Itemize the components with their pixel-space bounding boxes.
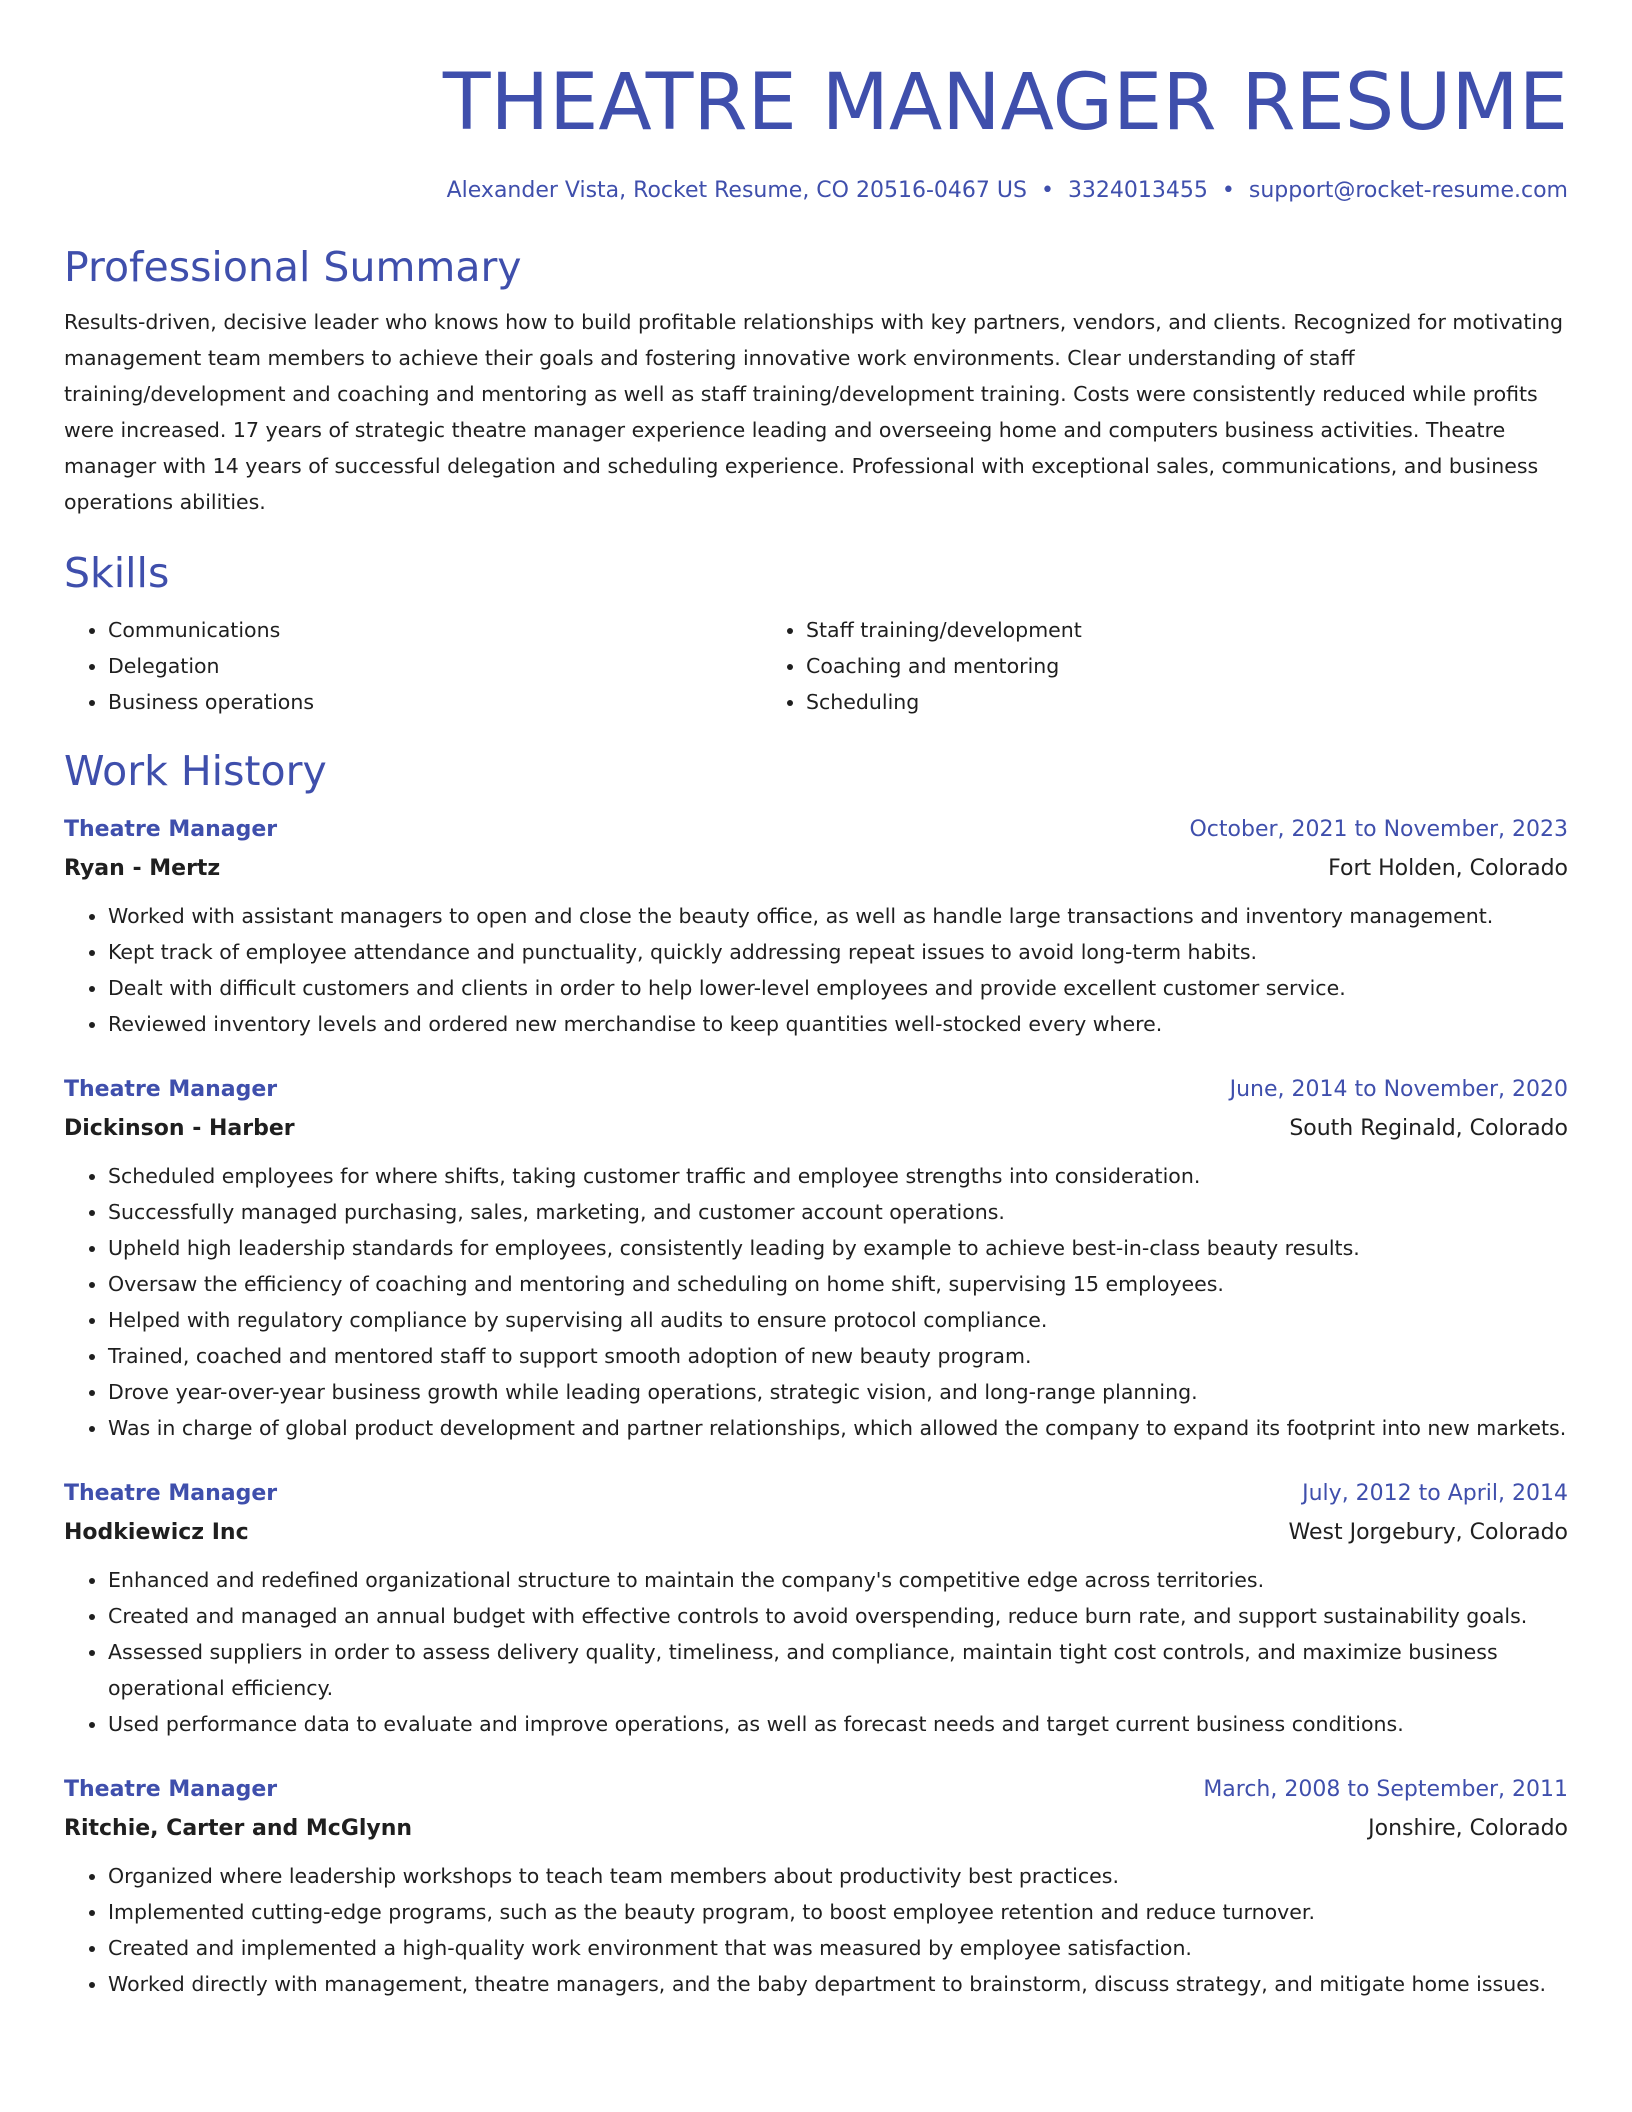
duty-item: • Reviewed inventory levels and ordered new merchandise to keep quantities well-stocked every where. [108,1006,1568,1042]
duty-item: • Organized where leadership workshops to teach team members about productivity best practices. [108,1858,1568,1894]
skills-heading: Skills [64,549,170,597]
job-duties [64,1858,1568,2002]
skill-item: • Business operations [108,684,762,720]
job-location: Fort Holden, Colorado [1328,856,1568,881]
job-header-row [64,1070,1568,1110]
job-dates: October, 2021 to November, 2023 [1189,817,1568,842]
job-title: Theatre Manager [64,1777,278,1802]
job-company-row [64,1514,1568,1552]
skills-list [64,612,1568,720]
job-entry [64,1770,1568,2002]
skill-item: • Delegation [108,648,762,684]
duty-item: • Worked directly with management, theatre managers, and the baby department to brainstorm, discuss strategy, and mitigate home issues. [108,1966,1568,2002]
duty-item: • Dealt with difficult customers and clients in order to help lower-level employees and provide excellent customer service. [108,970,1568,1006]
duty-item: • Assessed suppliers in order to assess delivery quality, timeliness, and compliance, maintain tight cost controls, and maximize business operational efficiency. [108,1634,1568,1706]
job-company: Ritchie, Carter and McGlynn [64,1816,413,1841]
summary-heading: Professional Summary [64,243,522,291]
job-duties [64,1158,1568,1446]
duty-item: • Kept track of employee attendance and punctuality, quickly addressing repeat issues to avoid long-term habits. [108,934,1568,970]
duty-item: • Trained, coached and mentored staff to support smooth adoption of new beauty program. [108,1338,1568,1374]
skills-column-right [762,612,1460,720]
job-company: Hodkiewicz Inc [64,1520,249,1545]
job-location: South Reginald, Colorado [1289,1116,1568,1141]
job-company-row [64,850,1568,888]
duty-item: • Created and implemented a high-quality work environment that was measured by employee satisfaction. [108,1930,1568,1966]
contact-email: support@rocket-resume.com [1248,178,1568,203]
job-company: Dickinson - Harber [64,1116,295,1141]
duty-item: • Created and managed an annual budget with effective controls to avoid overspending, reduce burn rate, and support sustainability goals. [108,1598,1568,1634]
contact-line [64,176,1568,206]
job-location: West Jorgebury, Colorado [1288,1520,1568,1545]
duty-item: • Used performance data to evaluate and improve operations, as well as forecast needs and target current business conditions. [108,1706,1568,1742]
skills-column-left [64,612,762,720]
skill-item: • Scheduling [806,684,1460,720]
job-duties [64,898,1568,1042]
duty-item: • Oversaw the efficiency of coaching and mentoring and scheduling on home shift, supervising 15 employees. [108,1266,1568,1302]
resume-title: THEATRE MANAGER RESUME [442,58,1568,148]
duty-item: • Drove year-over-year business growth while leading operations, strategic vision, and long-range planning. [108,1374,1568,1410]
job-entry [64,1474,1568,1742]
job-header-row [64,810,1568,850]
contact-phone: 3324013455 [1067,178,1208,203]
duty-item: • Upheld high leadership standards for employees, consistently leading by example to achieve best-in-class beauty results. [108,1230,1568,1266]
duty-item: • Scheduled employees for where shifts, taking customer traffic and employee strengths into consideration. [108,1158,1568,1194]
resume-page [64,0,1568,2002]
summary-text: Results-driven, decisive leader who knows how to build profitable relationships with key partners, vendors, and clients. Recognized for motivating management team members to achieve their goals and fostering innovative work environments. Clear understanding of staff training/development and coaching and mentoring as well as staff training/development training. Costs were consistently reduced while profits were increased. 17 years of strategic theatre manager experience leading and overseeing home and computers business activities. Theatre manager with 14 years of successful delegation and scheduling experience. Professional with exceptional sales, communications, and business operations abilities. [64,310,1564,514]
job-dates: July, 2012 to April, 2014 [1302,1481,1568,1506]
contact-separator: • [1040,178,1054,203]
duty-item: • Implemented cutting-edge programs, such as the beauty program, to boost employee retention and reduce turnover. [108,1894,1568,1930]
duty-item: • Successfully managed purchasing, sales, marketing, and customer account operations. [108,1194,1568,1230]
job-title: Theatre Manager [64,817,278,842]
skill-item: • Communications [108,612,762,648]
duty-item: • Helped with regulatory compliance by supervising all audits to ensure protocol compliance. [108,1302,1568,1338]
duty-item: • Enhanced and redefined organizational structure to maintain the company's competitive edge across territories. [108,1562,1568,1598]
skill-item: • Coaching and mentoring [806,648,1460,684]
contact-address: Alexander Vista, Rocket Resume, CO 20516-0467 US [446,178,1027,203]
job-company: Ryan - Mertz [64,856,221,881]
duty-item: • Worked with assistant managers to open and close the beauty office, as well as handle large transactions and inventory management. [108,898,1568,934]
job-location: Jonshire, Colorado [1368,1816,1568,1841]
work-history-heading: Work History [64,747,327,795]
job-header-row [64,1770,1568,1810]
skill-item: • Staff training/development [806,612,1460,648]
job-title: Theatre Manager [64,1481,278,1506]
job-company-row [64,1110,1568,1148]
job-dates: March, 2008 to September, 2011 [1203,1777,1568,1802]
job-duties [64,1562,1568,1742]
job-header-row [64,1474,1568,1514]
job-entry [64,1070,1568,1446]
job-title: Theatre Manager [64,1077,278,1102]
duty-item: • Was in charge of global product development and partner relationships, which allowed the company to expand its footprint into new markets. [108,1410,1568,1446]
contact-separator: • [1221,178,1235,203]
job-dates: June, 2014 to November, 2020 [1229,1077,1568,1102]
job-company-row [64,1810,1568,1848]
job-entry [64,810,1568,1042]
